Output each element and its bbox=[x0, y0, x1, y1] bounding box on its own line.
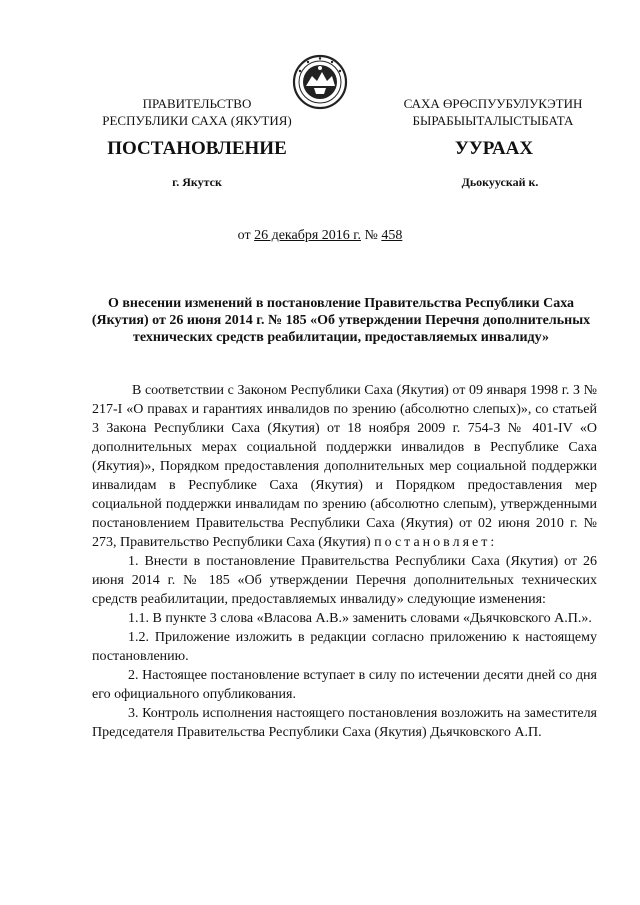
city-sah: Дьокуускай к. bbox=[461, 175, 539, 189]
coat-of-arms-icon bbox=[292, 54, 348, 110]
gov-name-ru-line2: РЕСПУБЛИКИ САХА (ЯКУТИЯ) bbox=[102, 113, 292, 128]
doc-date: 26 декабря 2016 г. bbox=[254, 228, 361, 243]
number-label: № bbox=[360, 228, 382, 243]
item-1-2: 1.2. Приложение изложить в редакции согласно приложению к настоящему постановлению. bbox=[92, 630, 597, 664]
doc-type-sah: УУРААХ bbox=[454, 138, 534, 159]
item-2: 2. Настоящее постановление вступает в силу по истечении десяти дней со дня его официального опубликования. bbox=[92, 668, 597, 702]
doc-title: О внесении изменений в постановление Правительства Республики Саха (Якутия) от 26 июня 2014 г. № 185 «Об утверждении Перечня дополнительных технических средств реабилитации, предоставляемых инвалиду» bbox=[91, 296, 591, 345]
preamble-text: В соответствии с Законом Республики Саха (Якутия) от 09 января 1998 г. З № 217-I «О правах и гарантиях инвалидов по зрению (абсолютно слепых)», со статьей 3 Закона Республики Саха (Якутия) от 18 ноября 2009 г. 754-З № 401-IV «О дополнительных мерах социальной поддержки инвалидов в Республике Саха (Якутия)», Порядком предоставления дополнительных мер социальной поддержки инвалидам в Республике Саха (Якутия) и Порядком предоставления мер социальной поддержки инвалидам по зрению (абсолютно слепым), утвержденными постановлением Правительства Республики Саха (Якутия) от 02 июня 2010 г. № 273, Правительство Республики Саха (Якутия) bbox=[92, 383, 597, 550]
city-ru: г. Якутск bbox=[172, 175, 222, 189]
decree-word: постановляет: bbox=[374, 535, 498, 550]
item-3: 3. Контроль исполнения настоящего постановления возложить на заместителя Председателя Правительства Республики Саха (Якутия) Дьячковского А.П. bbox=[92, 706, 597, 740]
doc-type-ru: ПОСТАНОВЛЕНИЕ bbox=[107, 138, 287, 159]
gov-name-ru-line1: ПРАВИТЕЛЬСТВО bbox=[142, 96, 252, 111]
gov-name-sah-line2: БЫРАБЫЫТАЛЫСТЫБАТА bbox=[412, 113, 574, 128]
preamble-paragraph bbox=[92, 381, 597, 552]
doc-body bbox=[92, 381, 597, 742]
item-1-1: 1.1. В пункте 3 слова «Власова А.В.» заменить словами «Дьячковского А.П.». bbox=[128, 611, 592, 626]
header-right bbox=[388, 95, 598, 129]
date-line bbox=[0, 228, 640, 244]
date-prefix: от bbox=[237, 228, 255, 243]
gov-name-sah-line1: САХА ӨРӨСПУУБУЛУКЭТИН bbox=[403, 96, 583, 111]
header-left bbox=[102, 95, 292, 129]
doc-number: 458 bbox=[381, 228, 403, 243]
item-1: 1. Внести в постановление Правительства Республики Саха (Якутия) от 26 июня 2014 г. № 185 «Об утверждении Перечня дополнительных технических средств реабилитации, предоставляемых инвалиду» следующие изменения: bbox=[92, 554, 597, 607]
